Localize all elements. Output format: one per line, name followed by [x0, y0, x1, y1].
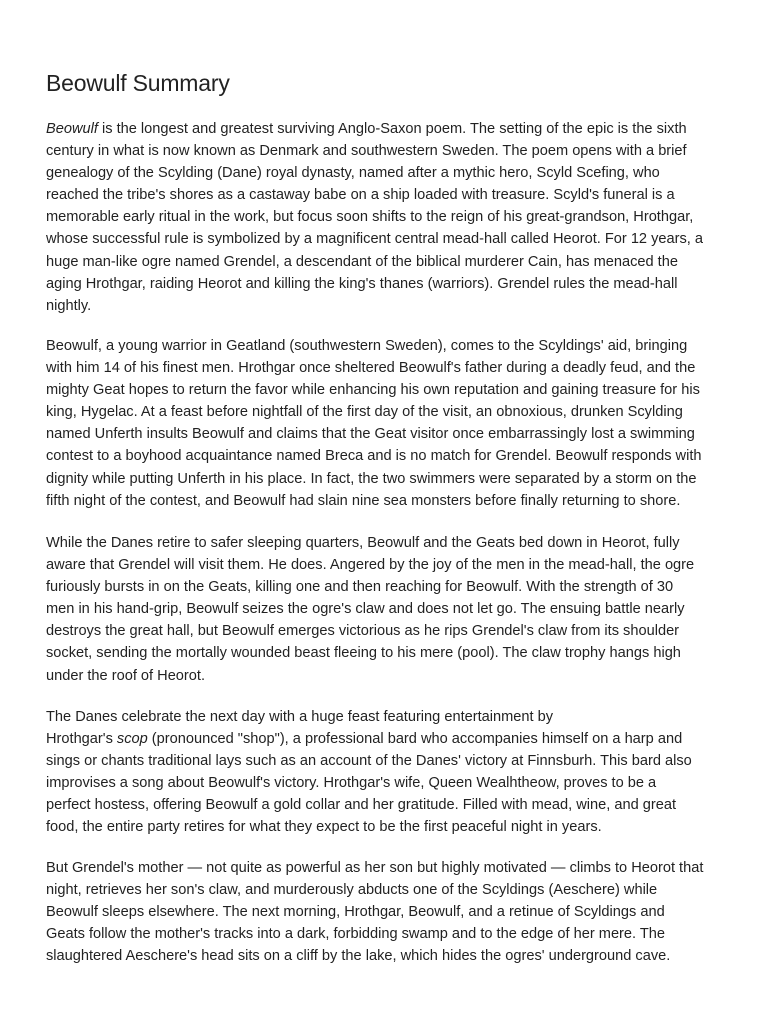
- paragraph-line: fifth night of the contest, and Beowulf had slain nine sea monsters before finally returning to shore.: [46, 492, 681, 509]
- paragraph-line: But Grendel's mother — not quite as powerful as her son but highly motivated — climbs to Heorot that: [46, 860, 704, 876]
- paragraph-line: slaughtered Aeschere's head sits on a cliff by the lake, which hides the ogres' underground cave.: [46, 948, 671, 965]
- paragraph-line: food, the entire party retires for what they expect to be the first peaceful night in years.: [46, 819, 602, 836]
- paragraph-line: men in his hand-grip, Beowulf seizes the ogre's claw and does not let go. The ensuing battle nearly: [46, 601, 685, 618]
- paragraph-line: reached the tribe's shores as a castaway babe on a ship loaded with treasure. Scyld's funeral is a: [46, 187, 675, 204]
- paragraph-line: socket, sending the mortally wounded beast fleeing to his mere (pool). The claw trophy hangs high: [46, 645, 681, 662]
- paragraph-line: king, Hygelac. At a feast before nightfall of the first day of the visit, an obnoxious, drunken Scylding: [46, 404, 683, 421]
- line-text: is the longest and greatest surviving Anglo-Saxon poem. The setting of the epic is the sixth: [97, 121, 687, 137]
- paragraph-line: mighty Geat hopes to return the favor while enhancing his own reputation and gaining treasure for his: [46, 382, 700, 399]
- summary-paragraph-5: [46, 857, 703, 967]
- paragraph-line: improvises a song about Beowulf's victory. Hrothgar's wife, Queen Wealhtheow, proves to be a: [46, 775, 657, 792]
- paragraph-line: aging Hrothgar, raiding Heorot and killing the king's thanes (warriors). Grendel rules the mead-hall: [46, 275, 678, 292]
- paragraph-line: with him 14 of his finest men. Hrothgar once sheltered Beowulf's father during a deadly feud, and the: [46, 360, 696, 377]
- poem-title-italic: Beowulf: [46, 121, 98, 137]
- paragraph-line: The Danes celebrate the next day with a huge feast featuring entertainment by: [46, 709, 554, 725]
- summary-paragraph-2: [46, 335, 702, 512]
- document-page: [46, 0, 724, 965]
- summary-paragraph-3: [46, 532, 694, 687]
- paragraph-line: named Unferth insults Beowulf and claims that the Geat visitor once embarrassingly lost a swimming: [46, 426, 695, 443]
- paragraph-line: destroys the great hall, but Beowulf emerges victorious as he rips Grendel's claw from its shoulder: [46, 623, 680, 640]
- line-text: Hrothgar's: [46, 731, 117, 748]
- paragraph-line: Geats follow the mother's tracks into a dark, forbidding swamp and to the edge of her mere. The: [46, 926, 666, 943]
- paragraph-line: perfect hostess, offering Beowulf a gold collar and her gratitude. Filled with mead, wine, and great: [46, 797, 677, 814]
- summary-paragraph-1: [46, 118, 703, 317]
- paragraph-line: sings or chants traditional lays such as an account of the Danes' victory at Finnsburh. This bard also: [46, 753, 692, 770]
- paragraph-line: [46, 728, 692, 750]
- scop-term-italic: scop: [116, 731, 148, 748]
- paragraph-line: contest to a boyhood acquaintance named Breca and is no match for Grendel. Beowulf responds with: [46, 448, 702, 465]
- paragraph-line: While the Danes retire to safer sleeping quarters, Beowulf and the Geats bed down in Heorot, fully: [46, 535, 680, 551]
- paragraph-line: furiously bursts in on the Geats, killing one and then reaching for Beowulf. With the strength of 30: [46, 579, 674, 596]
- page-title: Beowulf Summary: [46, 70, 230, 96]
- paragraph-line: Beowulf, a young warrior in Geatland (southwestern Sweden), comes to the Scyldings' aid, bringing: [46, 338, 688, 354]
- summary-paragraph-4: [46, 706, 692, 839]
- paragraph-line: genealogy of the Scylding (Dane) royal dynasty, named after a mythic hero, Scyld Scefing, who: [46, 165, 660, 182]
- paragraph-line: memorable early ritual in the work, but focus soon shifts to the reign of his great-grandson, Hrothgar,: [46, 209, 694, 226]
- paragraph-line: century in what is now known as Denmark and southwestern Sweden. The poem opens with a brief: [46, 143, 687, 160]
- paragraph-line: nightly.: [46, 297, 92, 314]
- paragraph-line: whose successful rule is symbolized by a magnificent central mead-hall called Heorot. For 12 years, a: [46, 231, 704, 248]
- paragraph-line: under the roof of Heorot.: [46, 667, 206, 684]
- paragraph-line: Beowulf sleeps elsewhere. The next morning, Hrothgar, Beowulf, and a retinue of Scyldings and: [46, 904, 665, 921]
- paragraph-line: huge man-like ogre named Grendel, a descendant of the biblical murderer Cain, has menaced the: [46, 253, 678, 270]
- line-text: (pronounced "shop"), a professional bard who accompanies himself on a harp and: [147, 731, 683, 748]
- paragraph-line: night, retrieves her son's claw, and murderously abducts one of the Scyldings (Aeschere) while: [46, 882, 658, 899]
- paragraph-line: dignity while putting Unferth in his place. In fact, the two swimmers were separated by a storm on the: [46, 470, 697, 487]
- paragraph-line: aware that Grendel will visit them. He does. Angered by the joy of the men in the mead-hall, the ogre: [46, 557, 695, 574]
- paragraph-line: [46, 118, 703, 140]
